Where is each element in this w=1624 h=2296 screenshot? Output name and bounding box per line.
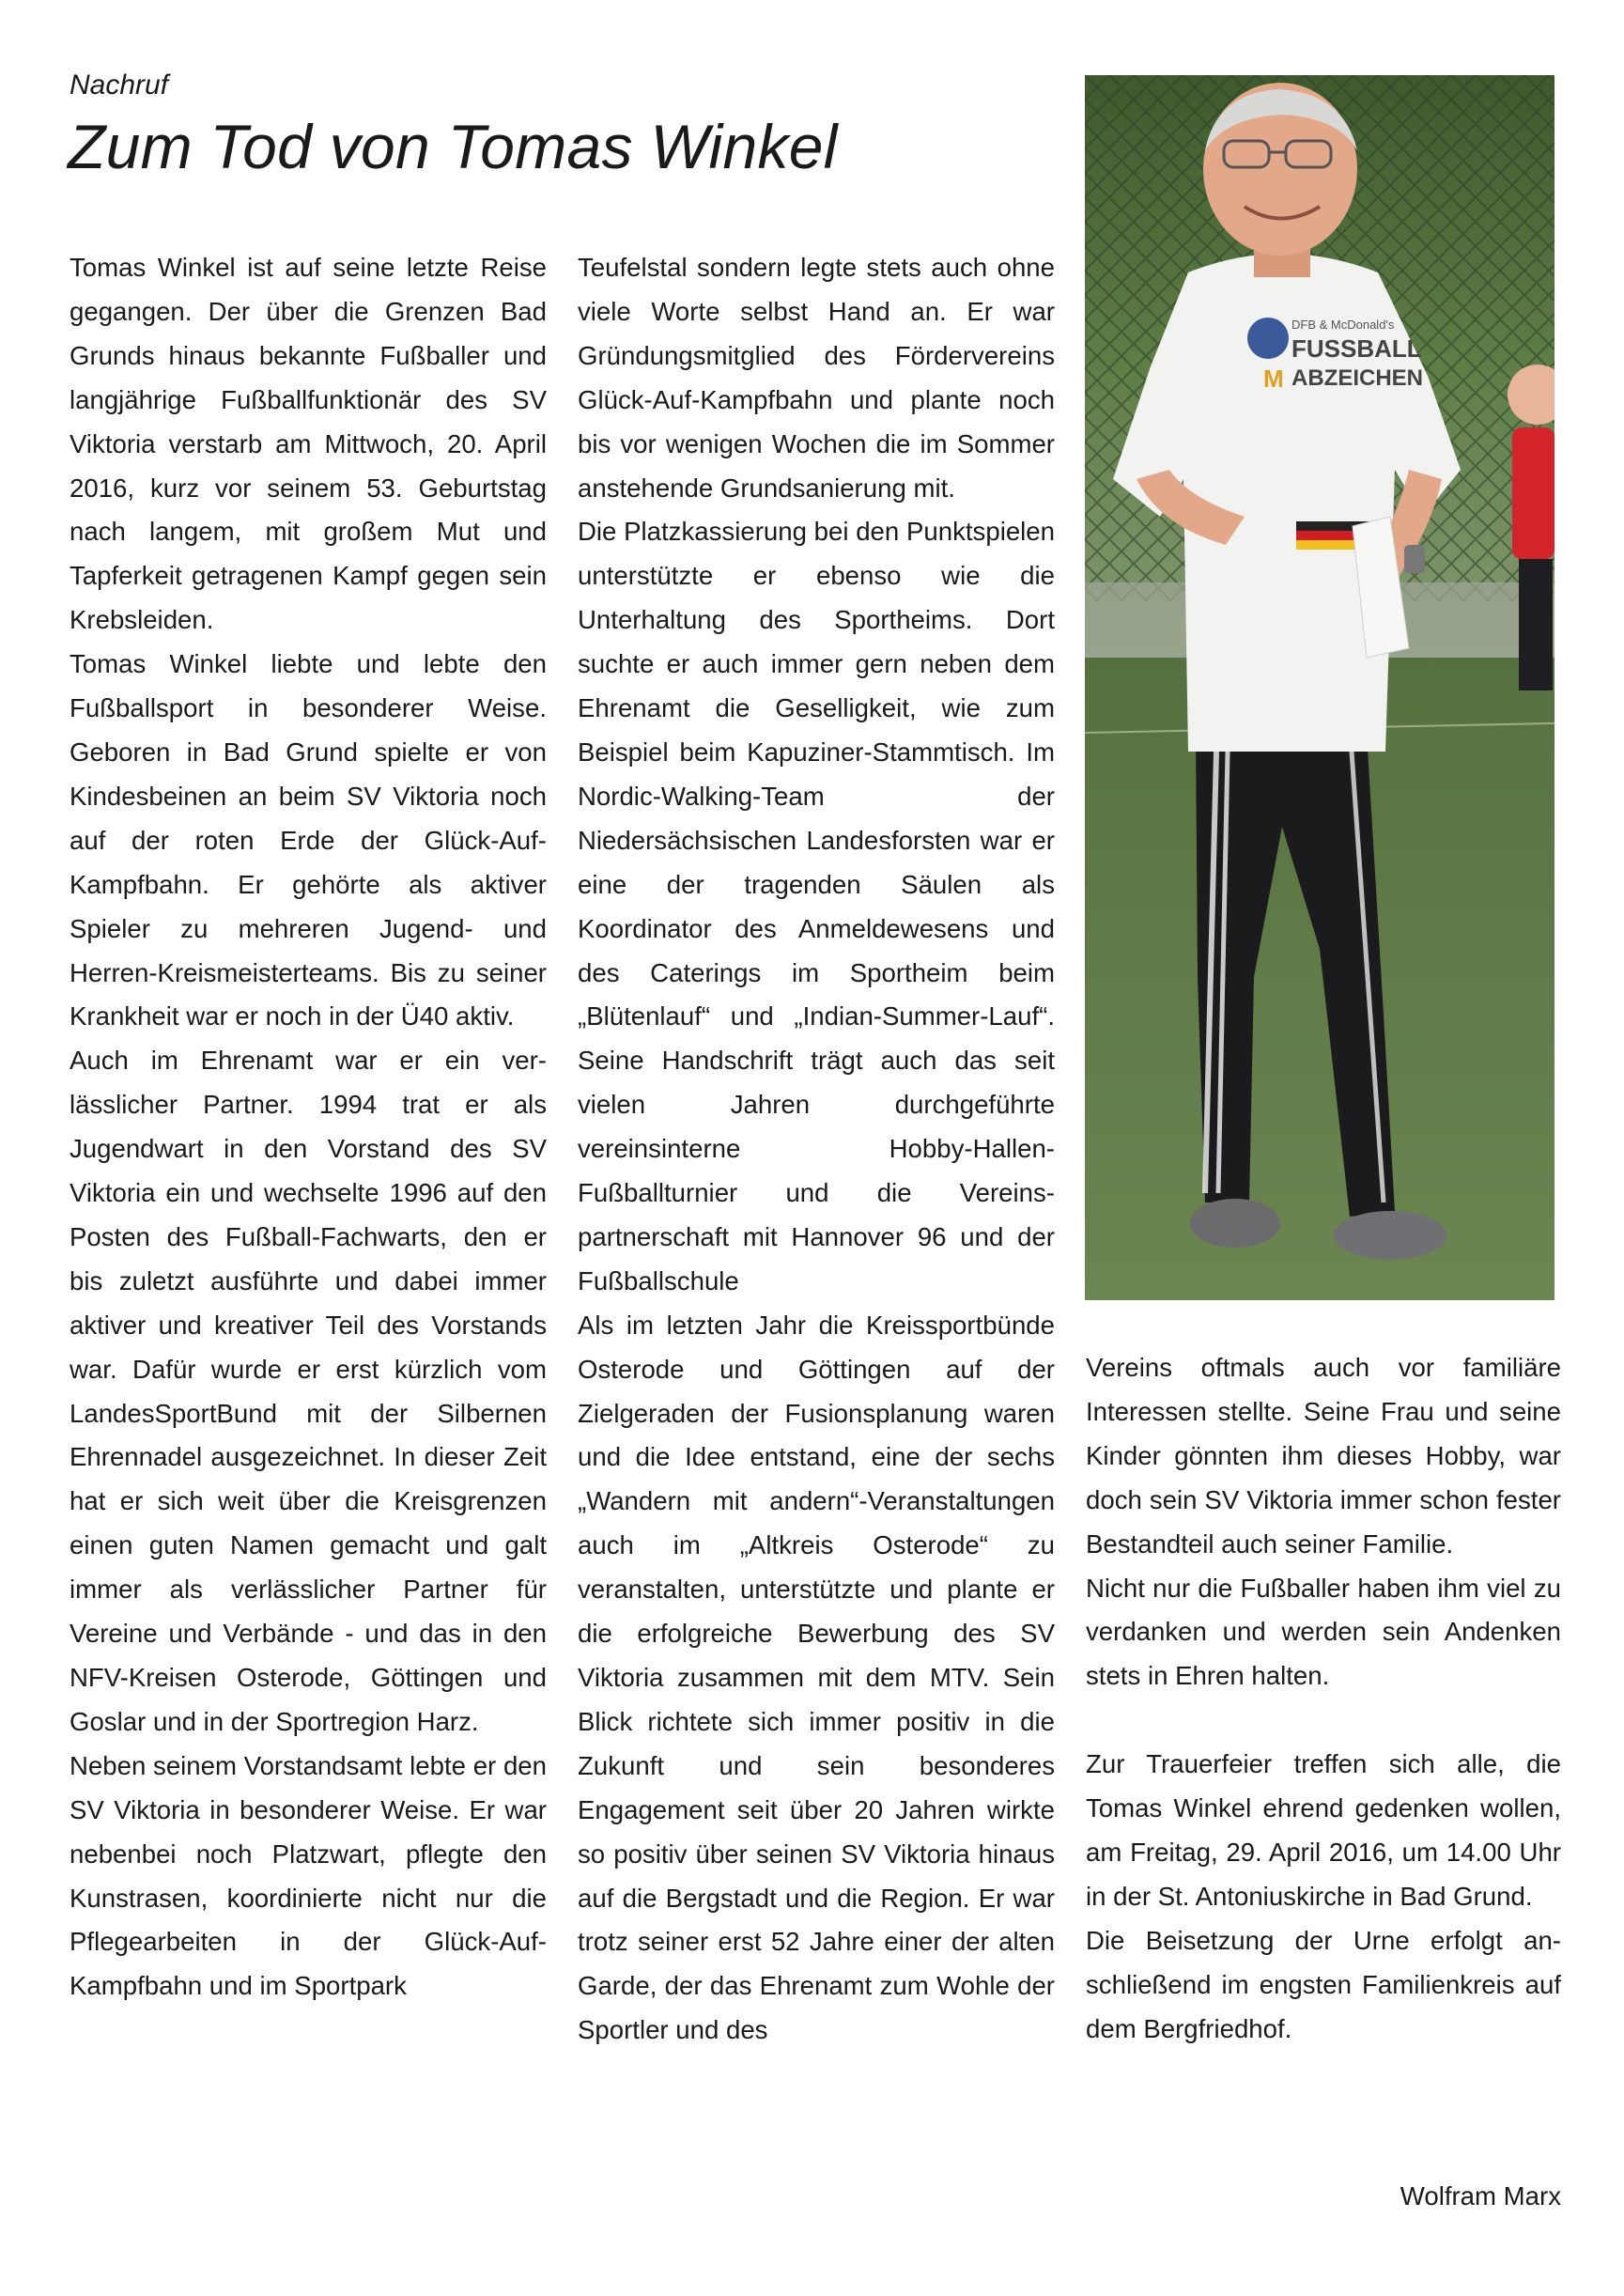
child-red-shirt <box>1512 427 1554 559</box>
portrait-photo <box>1085 75 1554 1300</box>
paragraph: Nicht nur die Fußballer haben ihm viel zu verdanken und werden sein Andenken stets in Ehren halten. <box>1086 1573 1561 1691</box>
paragraph: Als im letzten Jahr die Kreissportbünde Osterode und Göttingen auf der Zielgeraden der Fusionsplanung waren und die Idee entstand, eine der sechs „Wandern mit andern“-Veranstaltungen auch im „Altkreis Osterode“ zu veranstalten, unterstützte und plante er die erfolgreiche Bewerbung des SV Viktoria zusammen mit dem MTV. Sein Blick richtete sich immer positiv in die Zukunft und sein besonderes Engagement seit über 20 Jahren wirkte so positiv über seinen SV Viktoria hinaus auf die Bergstadt und die Region. Er war trotz seiner erst 52 Jahre einer der alten Garde, der das Ehrenamt zum Wohle der Sportler und des <box>578 1310 1055 2045</box>
paragraph: Neben seinem Vorstandsamt lebte er den SV Viktoria in besonderer Weise. Er war nebenbei noch Platzwart, pflegte den Kunstrasen, koordinierte nicht nur die Pflegearbeiten in der Glück-Auf-Kampfbahn und im Sportpark <box>70 1750 547 2001</box>
left-shoe <box>1190 1199 1280 1248</box>
text-column-2 <box>578 246 1055 2053</box>
shirt-text-line2: FUSSBALL <box>1291 334 1422 363</box>
right-shoe <box>1334 1211 1446 1260</box>
article-headline: Zum Tod von Tomas Winkel <box>68 112 838 181</box>
paragraph-gap <box>1086 1699 1561 1743</box>
author-signature: Wolfram Marx <box>1400 2181 1561 2211</box>
dfb-badge-icon <box>1247 318 1289 359</box>
paragraph: Die Platzkassierung bei den Punktspielen unterstützte er ebenso wie die Unterhaltung des Sportheims. Dort suchte er auch immer gern neben dem Ehrenamt die Geselligkeit, wie zum Beispiel beim Kapuziner-Stammtisch. Im Nordic-Walking-Team der Niedersächsischen Landesforsten war er eine der tragenden Säulen als Koordinator des Anmeldewesens und des Caterings im Sportheim beim „Blütenlauf“ und „Indian-Summer-Lauf“. Seine Handschrift trägt auch das seit vielen Jahren durchgeführte vereinsinterne Hobby-Hallen-Fußballturnier und die Vereinspartnerschaft mit Hannover 96 und der Fußballschule <box>578 517 1055 1295</box>
paragraph: Vereins oftmals auch vor familiäre Interessen stellte. Seine Frau und seine Kinder gönnten ihm dieses Hobby, war doch sein SV Viktoria immer schon fester Bestandteil auch seiner Familie. <box>1086 1353 1561 1559</box>
paragraph: Auch im Ehrenamt war er ein verlässlicher Partner. 1994 trat er als Jugendwart in den Vorstand des SV Viktoria ein und wechselte 1996 auf den Posten des Fußball-Fachwarts, den er bis zuletzt ausführte und dabei immer aktiver und kreativer Teil des Vorstands war. Dafür wurde er erst kürzlich vom LandesSportBund mit der Silbernen Ehrennadel ausgezeichnet. In dieser Zeit hat er sich weit über die Kreisgrenzen einen guten Namen gemacht und galt immer als verlässlicher Partner für Vereine und Verbände - und das in den NFV-Kreisen Osterode, Göttingen und Goslar und in der Sportregion Harz. <box>70 1046 547 1736</box>
shirt-text-line1: DFB & McDonald's <box>1291 318 1395 332</box>
article-kicker: Nachruf <box>70 70 169 101</box>
shirt-text-line3: ABZEICHEN <box>1291 365 1424 391</box>
paragraph: Zur Trauerfeier treffen sich alle, die Tomas Winkel ehrend gedenken wollen, am Freitag, 29. April 2016, um 14.00 Uhr in der St. Antoniuskirche in Bad Grund. <box>1086 1749 1561 1911</box>
wristwatch-icon <box>1404 545 1425 573</box>
paragraph: Teufelstal sondern legte stets auch ohne viele Worte selbst Hand an. Er war Gründungsmitglied des Fördervereins Glück-Auf-Kampfbahn und plante noch bis vor wenigen Wochen die im Sommer anstehende Grundsanierung mit. <box>578 253 1055 503</box>
paragraph: Tomas Winkel ist auf seine letzte Reise gegangen. Der über die Grenzen Bad Grunds hinaus bekannte Fußballer und langjährige Fußballfunktionär des SV Viktoria verstarb am Mittwoch, 20. April 2016, kurz vor seinem 53. Geburtstag nach langem, mit großem Mut und Tapferkeit getragenen Kampf gegen sein Krebsleiden. <box>70 253 547 635</box>
paragraph: Tomas Winkel liebte und lebte den Fußballsport in besonderer Weise. Geboren in Bad Grund spielte er von Kindesbeinen an beim SV Viktoria noch auf der roten Erde der Glück-Auf-Kampfbahn. Er gehörte als aktiver Spieler zu mehreren Jugend- und Herren-Kreismeisterteams. Bis zu seiner Krankheit war er noch in der Ü40 aktiv. <box>70 649 547 1032</box>
text-column-1 <box>70 246 547 2009</box>
paragraph: Die Beisetzung der Urne erfolgt anschließend im engsten Familienkreis auf dem Bergfriedhof. <box>1086 1925 1561 2043</box>
mcdonalds-logo-icon: M <box>1263 365 1284 393</box>
child-legs <box>1519 559 1553 690</box>
text-column-3 <box>1086 1346 1561 2051</box>
